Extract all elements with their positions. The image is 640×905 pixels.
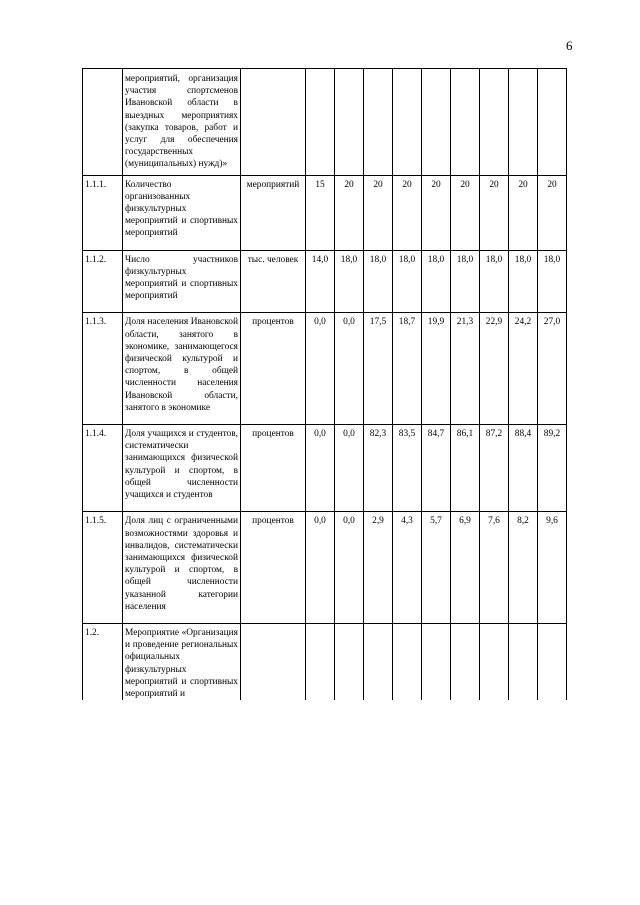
value-cell: 5,7	[422, 512, 451, 624]
row-name: Мероприятие «Организация и проведение региональных официальных физкультурных мероприятий и спортивных мероприятий и	[123, 623, 241, 700]
value-cell	[364, 69, 393, 176]
value-cell	[538, 69, 567, 176]
row-number: 1.1.2.	[83, 250, 123, 313]
row-unit: тыс. человек	[241, 250, 306, 313]
value-cell: 0,0	[335, 512, 364, 624]
value-cell: 20	[480, 175, 509, 250]
table-row	[83, 250, 567, 313]
value-cell: 20	[422, 175, 451, 250]
value-cell: 20	[335, 175, 364, 250]
row-unit	[241, 623, 306, 700]
value-cell: 14,0	[306, 250, 335, 313]
value-cell	[306, 69, 335, 176]
value-cell: 0,0	[335, 425, 364, 512]
value-cell: 18,0	[480, 250, 509, 313]
value-cell: 15	[306, 175, 335, 250]
value-cell	[422, 623, 451, 700]
value-cell: 7,6	[480, 512, 509, 624]
table-row	[83, 512, 567, 624]
value-cell: 86,1	[451, 425, 480, 512]
value-cell: 0,0	[335, 313, 364, 425]
value-cell: 6,9	[451, 512, 480, 624]
value-cell: 18,7	[393, 313, 422, 425]
row-number: 1.1.4.	[83, 425, 123, 512]
value-cell: 18,0	[509, 250, 538, 313]
row-unit: процентов	[241, 313, 306, 425]
value-cell	[451, 623, 480, 700]
value-cell: 18,0	[422, 250, 451, 313]
table-row	[83, 175, 567, 250]
value-cell: 84,7	[422, 425, 451, 512]
row-unit: процентов	[241, 512, 306, 624]
row-name: Доля населения Ивановской области, занятого в экономике, занимающегося физической культурой и спортом, в общей численности населения Ивановской области, занятого в экономике	[123, 313, 241, 425]
value-cell: 19,9	[422, 313, 451, 425]
value-cell	[509, 623, 538, 700]
value-cell	[364, 623, 393, 700]
value-cell: 0,0	[306, 425, 335, 512]
value-cell: 83,5	[393, 425, 422, 512]
table-row	[83, 623, 567, 700]
value-cell: 20	[538, 175, 567, 250]
value-cell: 18,0	[335, 250, 364, 313]
value-cell: 17,5	[364, 313, 393, 425]
value-cell	[393, 623, 422, 700]
row-unit: мероприятий	[241, 175, 306, 250]
row-name: мероприятий, организация участия спортсменов Ивановской области в выездных мероприятиях (закупка товаров, работ и услуг для обеспечения государственных (муниципальных) нужд)»	[123, 69, 241, 176]
value-cell: 82,3	[364, 425, 393, 512]
row-number: 1.1.1.	[83, 175, 123, 250]
value-cell	[335, 623, 364, 700]
value-cell: 18,0	[538, 250, 567, 313]
indicators-table	[82, 68, 567, 700]
value-cell: 20	[393, 175, 422, 250]
value-cell: 27,0	[538, 313, 567, 425]
value-cell: 2,9	[364, 512, 393, 624]
value-cell	[480, 623, 509, 700]
value-cell: 9,6	[538, 512, 567, 624]
value-cell	[538, 623, 567, 700]
table-row	[83, 69, 567, 176]
row-name: Число участников физкультурных мероприятий и спортивных мероприятий	[123, 250, 241, 313]
value-cell: 18,0	[364, 250, 393, 313]
row-number	[83, 69, 123, 176]
value-cell	[451, 69, 480, 176]
page-number: 6	[566, 38, 573, 53]
row-number: 1.1.5.	[83, 512, 123, 624]
table-row	[83, 313, 567, 425]
value-cell: 22,9	[480, 313, 509, 425]
value-cell: 0,0	[306, 313, 335, 425]
value-cell	[422, 69, 451, 176]
value-cell: 20	[364, 175, 393, 250]
value-cell: 89,2	[538, 425, 567, 512]
row-number: 1.1.3.	[83, 313, 123, 425]
row-name: Доля лиц с ограниченными возможностями здоровья и инвалидов, систематически занимающихся физической культурой и спортом, в общей численности указанной категории населения	[123, 512, 241, 624]
value-cell	[480, 69, 509, 176]
value-cell: 18,0	[393, 250, 422, 313]
value-cell: 18,0	[451, 250, 480, 313]
row-number: 1.2.	[83, 623, 123, 700]
row-unit: процентов	[241, 425, 306, 512]
value-cell: 4,3	[393, 512, 422, 624]
value-cell: 21,3	[451, 313, 480, 425]
row-name: Количество организованных физкультурных мероприятий и спортивных мероприятий	[123, 175, 241, 250]
value-cell: 20	[509, 175, 538, 250]
value-cell: 0,0	[306, 512, 335, 624]
table-row	[83, 425, 567, 512]
value-cell	[335, 69, 364, 176]
value-cell	[306, 623, 335, 700]
value-cell	[393, 69, 422, 176]
value-cell: 20	[451, 175, 480, 250]
value-cell: 8,2	[509, 512, 538, 624]
value-cell: 87,2	[480, 425, 509, 512]
value-cell	[509, 69, 538, 176]
row-name: Доля учащихся и студентов, систематически занимающихся физической культурой и спортом, в общей численности учащихся и студентов	[123, 425, 241, 512]
value-cell: 24,2	[509, 313, 538, 425]
value-cell: 88,4	[509, 425, 538, 512]
row-unit	[241, 69, 306, 176]
